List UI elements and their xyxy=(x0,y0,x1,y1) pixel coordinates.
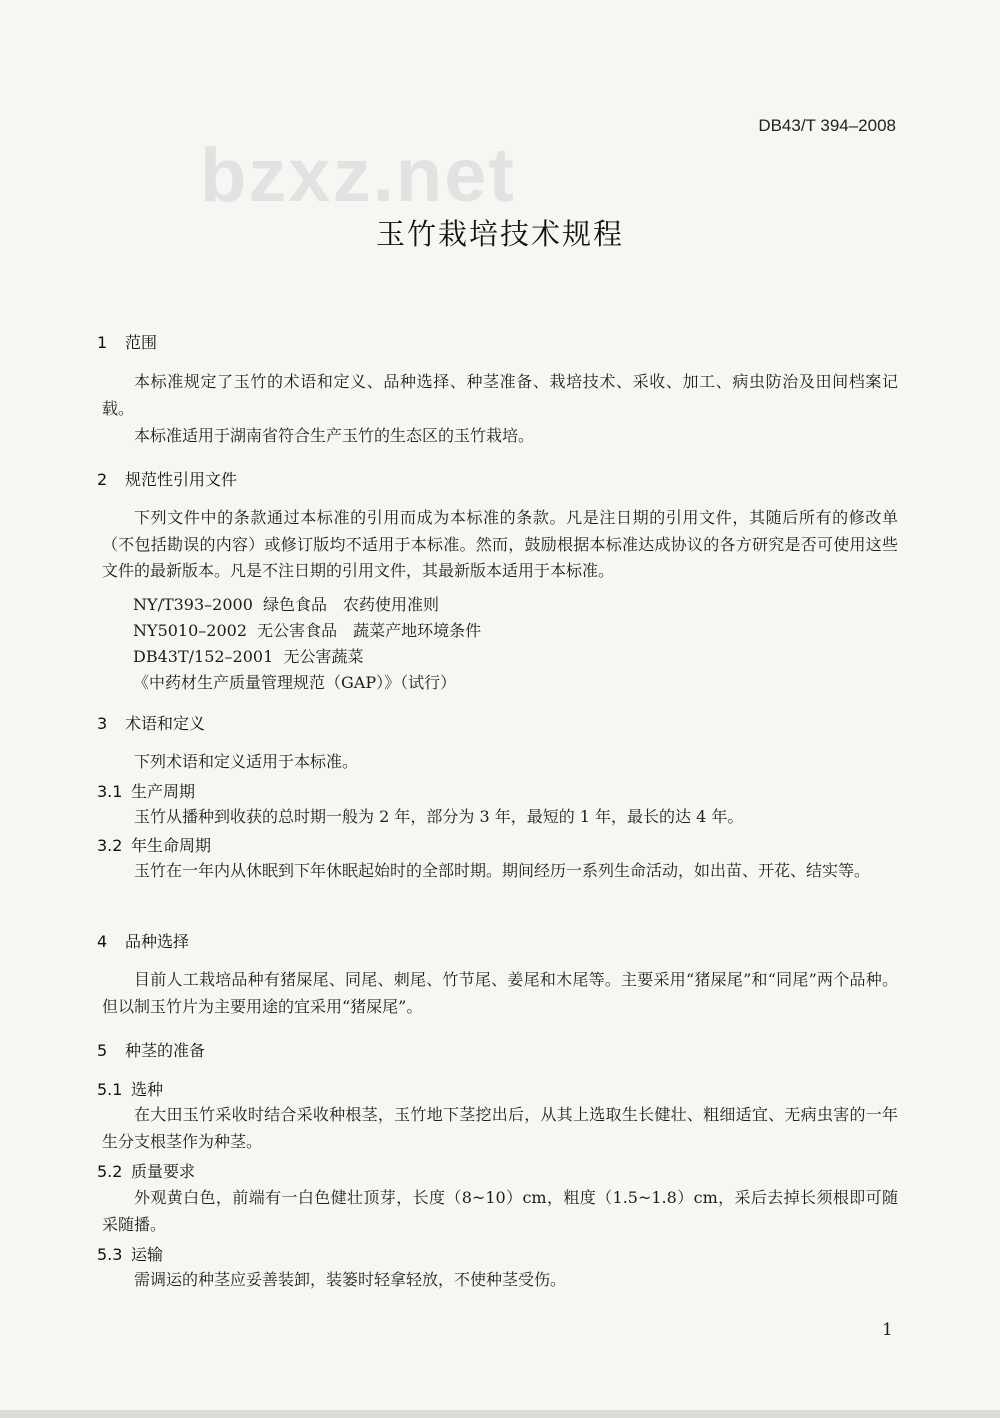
subsection-number: 5.2 xyxy=(97,1162,123,1181)
section-1-heading xyxy=(97,330,157,353)
section-3-heading xyxy=(97,711,205,734)
section-2-paragraph-1: 下列文件中的条款通过本标准的引用而成为本标准的条款。凡是注日期的引用文件，其随后所有的修改单（不包括勘误的内容）或修订版均不适用于本标准。然而，鼓励根据本标准达成协议的各方研究是否可使用这些文件的最新版本。凡是不注日期的引用文件，其最新版本适用于本标准。 xyxy=(102,508,898,580)
reference-item: NY5010–2002 无公害食品 蔬菜产地环境条件 xyxy=(133,621,482,640)
section-number: 5 xyxy=(97,1041,108,1060)
subsection-5-3-text: 需调运的种茎应妥善装卸，装篓时轻拿轻放，不使种茎受伤。 xyxy=(134,1270,567,1289)
section-title: 术语和定义 xyxy=(125,714,206,733)
subsection-5-2-text: 外观黄白色，前端有一白色健壮顶芽，长度（8~10）cm，粗度（1.5~1.8）cm，采后去掉长须根即可随采随播。 xyxy=(102,1188,898,1234)
subsection-title: 年生命周期 xyxy=(131,836,212,855)
reference-item: 《中药材生产质量管理规范（GAP）》（试行） xyxy=(133,673,457,692)
section-title: 品种选择 xyxy=(125,932,190,951)
subsection-number: 3.1 xyxy=(97,782,123,801)
section-1-paragraph-1: 本标准规定了玉竹的术语和定义、品种选择、种茎准备、栽培技术、采收、加工、病虫防治及田间档案记载。 xyxy=(102,372,898,418)
section-number: 1 xyxy=(97,333,108,352)
subsection-number: 3.2 xyxy=(97,836,123,855)
reference-item: DB43T/152–2001 无公害蔬菜 xyxy=(133,647,364,666)
watermark: bzxz.net xyxy=(200,133,516,218)
section-title: 规范性引用文件 xyxy=(125,470,238,489)
page-title: 玉竹栽培技术规程 xyxy=(375,217,624,251)
subsection-5-1-heading xyxy=(97,1077,163,1100)
section-5-heading xyxy=(97,1038,205,1061)
document-number: DB43/T 394–2008 xyxy=(758,116,896,135)
subsection-3-2-text: 玉竹在一年内从休眠到下年休眠起始时的全部时期。期间经历一系列生命活动，如出苗、开花、结实等。 xyxy=(134,861,871,880)
subsection-title: 运输 xyxy=(131,1245,164,1264)
section-2-heading xyxy=(97,467,237,490)
subsection-title: 生产周期 xyxy=(131,782,196,801)
section-number: 3 xyxy=(97,714,108,733)
scan-edge xyxy=(0,1410,1000,1418)
subsection-number: 5.1 xyxy=(97,1080,123,1099)
page-number: 1 xyxy=(882,1320,893,1340)
section-3-paragraph-1: 下列术语和定义适用于本标准。 xyxy=(134,752,359,771)
section-number: 2 xyxy=(97,470,108,489)
subsection-3-1-heading xyxy=(97,779,195,802)
section-4-paragraph-1: 目前人工栽培品种有猪屎尾、同尾、刺尾、竹节尾、姜尾和木尾等。主要采用“猪屎尾”和“同尾”两个品种。但以制玉竹片为主要用途的宜采用“猪屎尾”。 xyxy=(102,970,898,1016)
section-4-heading xyxy=(97,929,189,952)
subsection-3-1-text: 玉竹从播种到收获的总时期一般为 2 年，部分为 3 年，最短的 1 年，最长的达 4 年。 xyxy=(134,807,744,826)
subsection-5-1-text: 在大田玉竹采收时结合采收种根茎，玉竹地下茎挖出后，从其上选取生长健壮、粗细适宜、无病虫害的一年生分支根茎作为种茎。 xyxy=(102,1105,898,1151)
section-title: 范围 xyxy=(125,333,158,352)
subsection-5-2-heading xyxy=(97,1159,195,1182)
section-title: 种茎的准备 xyxy=(125,1041,206,1060)
subsection-title: 质量要求 xyxy=(131,1162,196,1181)
subsection-number: 5.3 xyxy=(97,1245,123,1264)
reference-item: NY/T393–2000 绿色食品 农药使用准则 xyxy=(133,595,440,614)
subsection-5-3-heading xyxy=(97,1242,163,1265)
section-number: 4 xyxy=(97,932,108,951)
section-1-paragraph-2: 本标准适用于湖南省符合生产玉竹的生态区的玉竹栽培。 xyxy=(134,426,535,445)
subsection-3-2-heading xyxy=(97,833,211,856)
subsection-title: 选种 xyxy=(131,1080,164,1099)
